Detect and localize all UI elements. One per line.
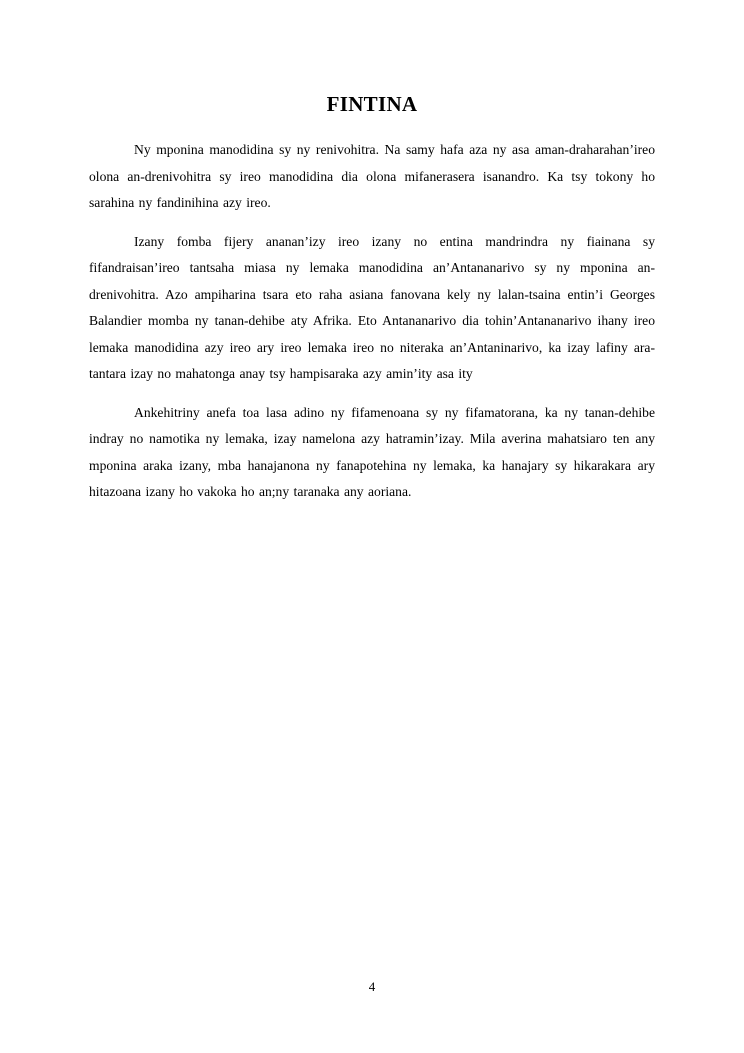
paragraph-1: Ny mponina manodidina sy ny renivohitra. Na samy hafa aza ny asa aman-draharahan’ireo olona an-drenivohitra sy ireo manodidina dia olona mifanerasera isanandro. Ka tsy tokony ho sarahina ny fandinihina azy ireo. [89, 142, 655, 210]
document-title: FINTINA [326, 92, 418, 116]
page-number: 4 [368, 979, 376, 994]
paragraph-3: Ankehitriny anefa toa lasa adino ny fifamenoana sy ny fifamatorana, ka ny tanan-dehibe indray no namotika ny lemaka, izay namelona azy hatramin’izay. Mila averina mahatsiaro ten any mponina araka izany, mba hanajanona ny fanapotehina ny lemaka, ka hanajary sy hikarakara ary hitazoana izany ho vakoka ho an;ny taranaka any aoriana. [89, 404, 655, 499]
document-content [89, 0, 655, 518]
paragraph-2: Izany fomba fijery ananan’izy ireo izany no entina mandrindra ny fiainana sy fifandraisan’ireo tantsaha miasa ny lemaka manodidina an’Antananarivo sy ny mponina an-drenivohitra. Azo ampiharina tsara eto raha asiana fanovana kely ny lalan-tsaina entin’i Georges Balandier momba ny tanan-dehibe aty Afrika. Eto Antananarivo dia tohin’Antananarivo ihany ireo lemaka manodidina azy ireo ary ireo lemaka ireo no niteraka an’Antaninarivo, ka izay lafiny ara-tantara izay no mahatonga anay tsy hampisaraka azy amin’ity asa ity [89, 233, 655, 381]
